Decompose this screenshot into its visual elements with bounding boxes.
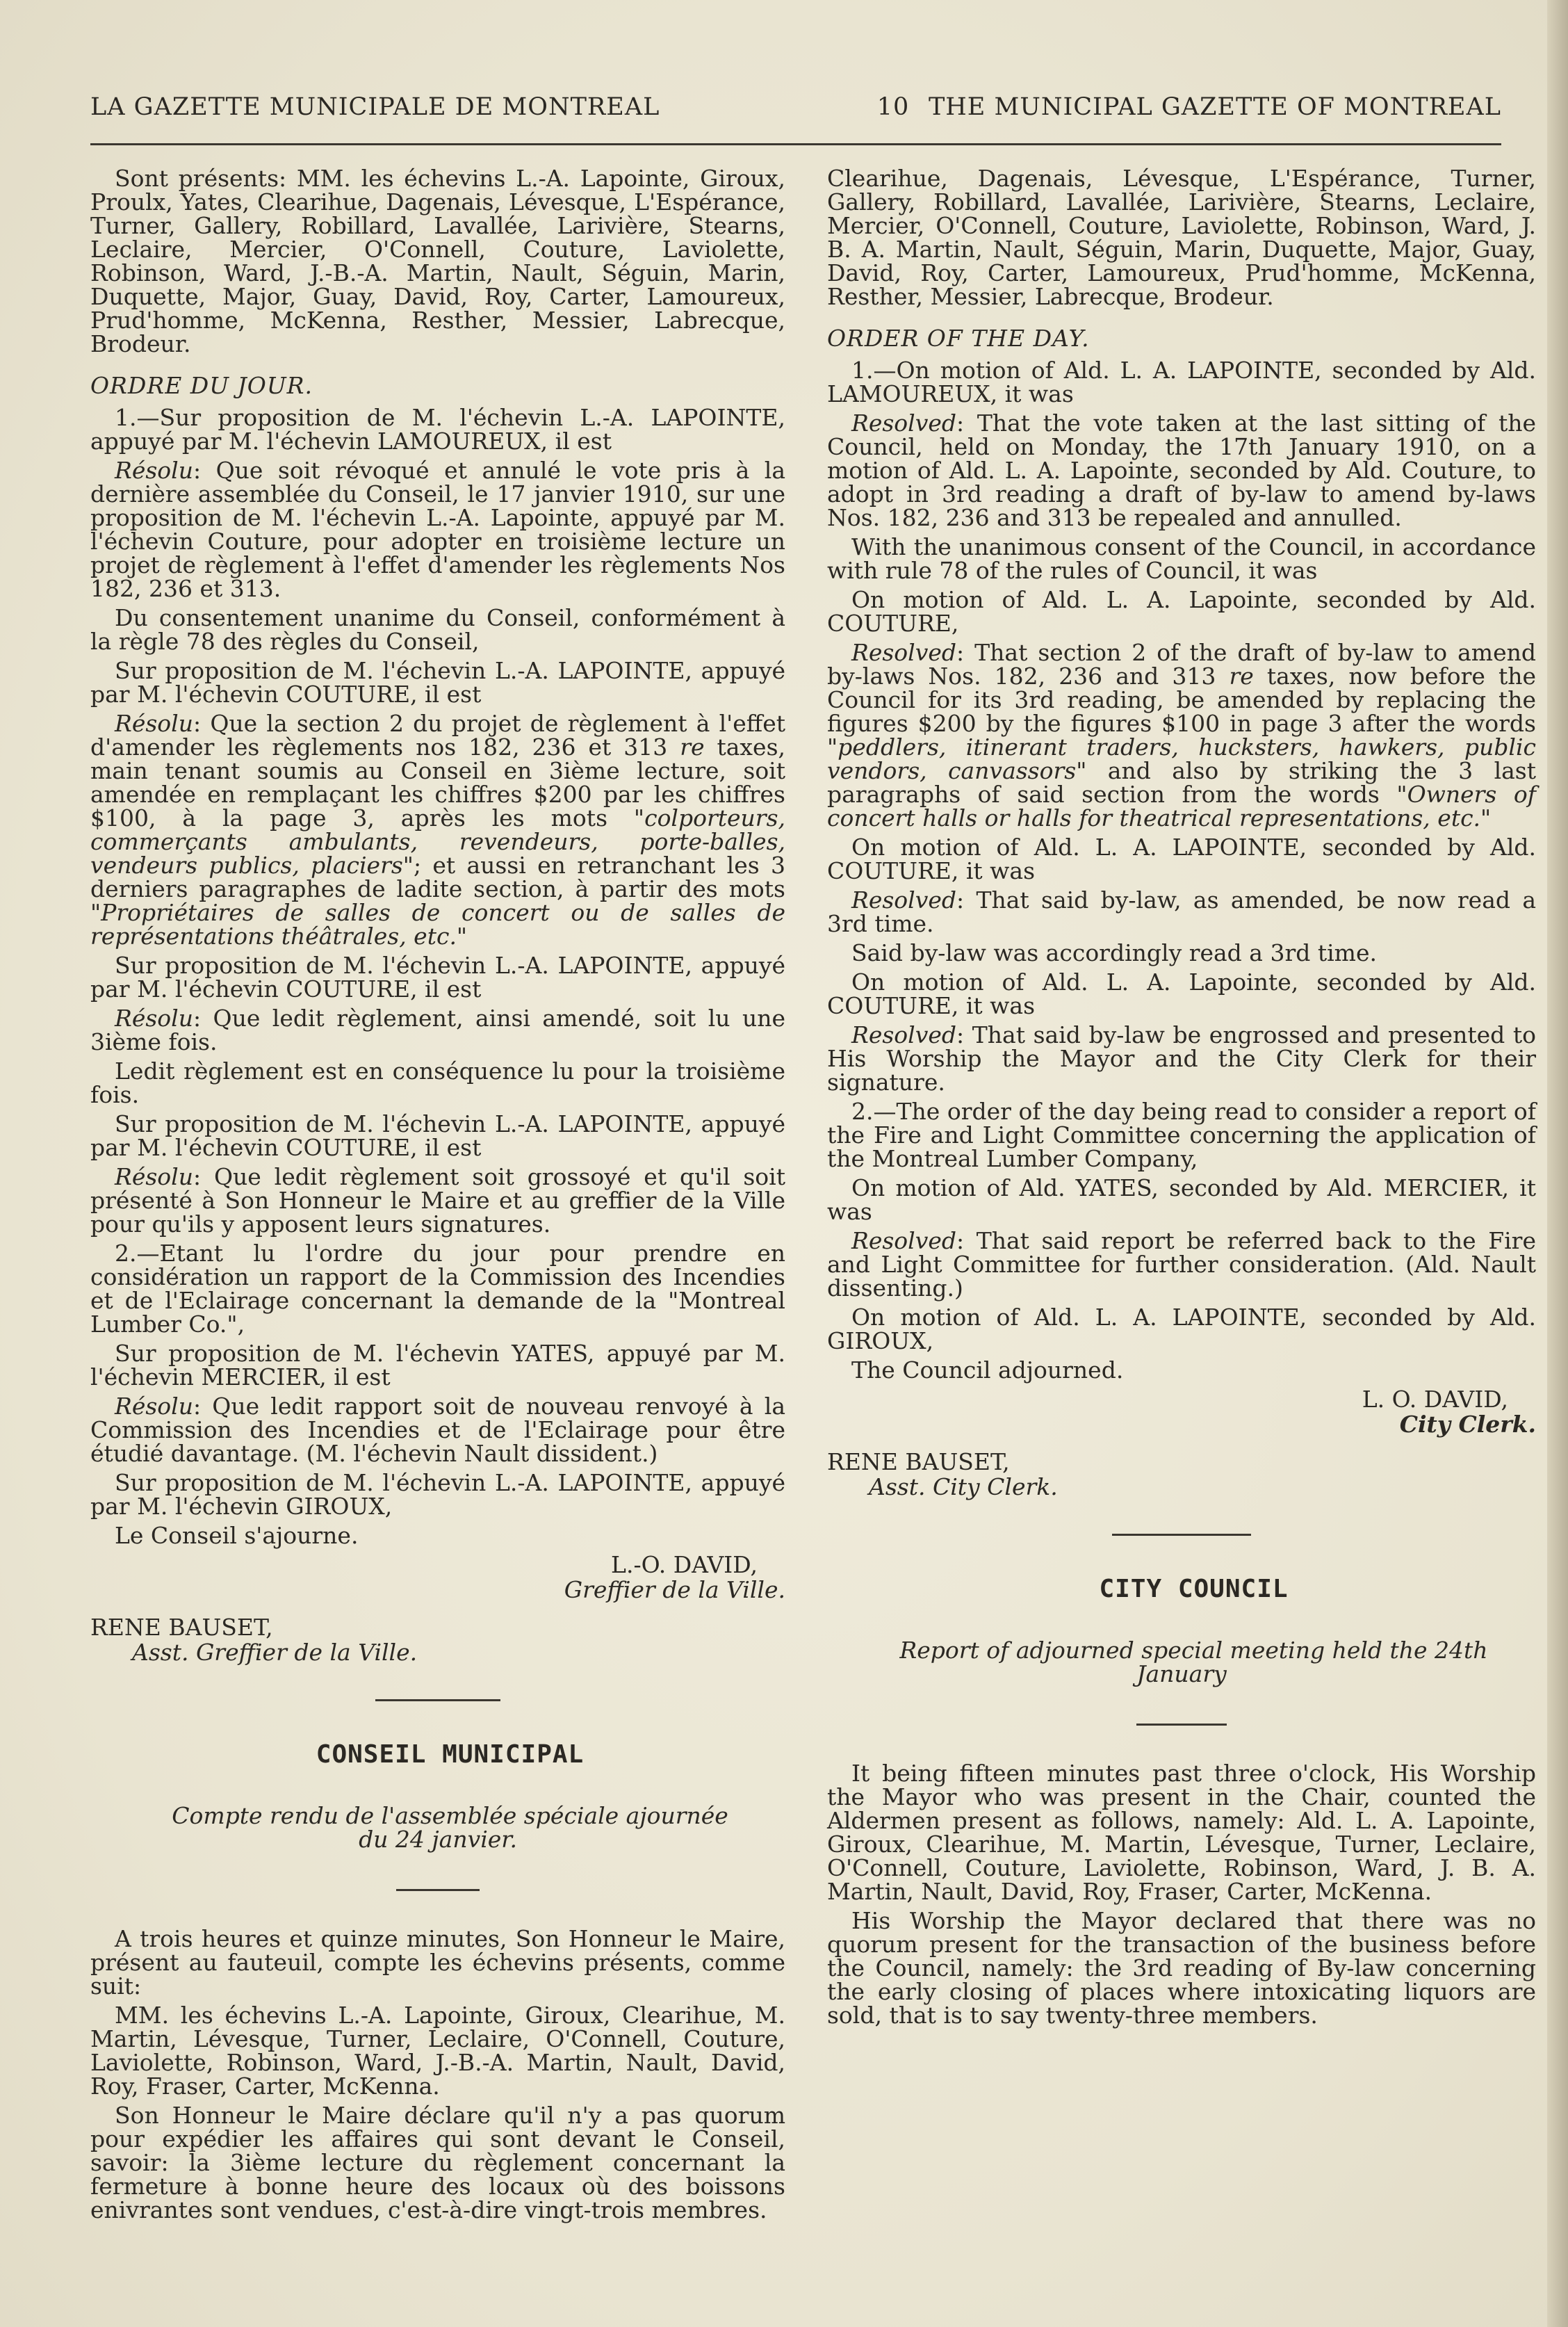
fr-quorum-notice: Son Honneur le Maire déclare qu'il n'y a pas quorum pour expédier les affaires qui sont devant le Conseil, savoir: la 3ième lecture du règlement concernant la fermeture à bonne heure des locaux où des boissons enivrantes sont vendues, c'est-à-dire vingt-trois membres. [90,2102,785,2223]
resolution-text: : Que ledit rapport soit de nouveau renvoyé à la Commission des Incendies et de l'Eclairage pour être étudié davantage. (M. l'échevin Nault dissident.) [90,1393,785,1467]
fr-section-title: CONSEIL MUNICIPAL [316,1740,585,1769]
resolution-text: : Que soit révoqué et annulé le vote pris à la dernière assemblée du Conseil, le 17 janvier 1910, sur une proposition de M. l'échevin L.-A. Lapointe, appuyé par M. l'échevin Couture, pour adopter en troisième lecture un projet de règlement à l'effet d'amender les règlements Nos 182, 236 et 313. [90,457,785,602]
fr-resolution-5 [90,1395,785,1466]
quoted-words: "peddlers, itinerant traders, hucksters, hawkers, public vendors, canvassors" [827,733,1536,784]
header-rule [90,143,1501,145]
resolved-label: Resolved [851,1227,957,1254]
resolution-text: : That said by-law, as amended, be now read a 3rd time. [827,886,1536,937]
assistant-clerk-name: RENE BAUSET, [90,1614,273,1641]
fr-adjourn: Le Conseil s'ajourne. [115,1522,359,1549]
quoted-words: "Owners of concert halls or halls for theatrical representations, etc." [827,781,1536,832]
fr-order-heading: ORDRE DU JOUR. [90,372,313,399]
en-consent: With the unanimous consent of the Council, in accordance with rule 78 of the rules of Council, it was [827,533,1536,584]
assistant-clerk-name: RENE BAUSET, [827,1448,1010,1475]
page-edge [1547,0,1568,2327]
resolved-label: Résolu [115,710,193,737]
resolution-text: taxes, now before the Council for its 3rd reading, be amended by replacing the figures $200 by the figures $100 in page 3 after the words [827,663,1536,737]
resolution-text: : Que ledit règlement soit grossoyé et qu'il soit présenté à Son Honneur le Maire et au greffier de la Ville pour qu'ils y apposent leurs signatures. [90,1163,785,1238]
fr-motion-3: Sur proposition de M. l'échevin L.-A. LAPOINTE, appuyé par M. l'échevin COUTURE, il est [90,952,785,1003]
fr-signature-block [90,1551,785,1666]
fr-item-2: 2.—Etant lu l'ordre du jour pour prendre en considération un rapport de la Commission des Incendies et de l'Eclairage concernant la demande de la "Montreal Lumber Co.", [90,1240,785,1338]
en-adjourn: The Council adjourned. [851,1356,1124,1384]
resolution-text: : That said by-law be engrossed and presented to His Worship the Mayor and the City Clerk for their signature. [827,1021,1536,1096]
en-reading: Said by-law was accordingly read a 3rd time. [851,939,1377,966]
quoted-words: "Propriétaires de salles de concert ou de salles de représentations théâtrales, etc." [90,899,785,950]
fr-session-attendance: MM. les échevins L.-A. Lapointe, Giroux, Clearihue, M. Martin, Lévesque, Turner, Leclaire, O'Connell, Couture, Laviolette, Robinson, Ward, J.-B.-A. Martin, Nault, David, Roy, Fraser, Carter, McKenna. [90,2002,785,2100]
fr-motion-1: 1.—Sur proposition de M. l'échevin L.-A. LAPOINTE, appuyé par M. l'échevin LAMOUREUX, il est [90,404,785,455]
en-motion-5: On motion of Ald. YATES, seconded by Ald. MERCIER, it was [827,1174,1536,1225]
assistant-clerk-title: Asst. City Clerk. [869,1473,1058,1500]
header-english-title: THE MUNICIPAL GAZETTE OF MONTREAL [928,93,1501,121]
en-resolution-4 [827,1023,1536,1094]
fr-resolution-2 [90,712,785,948]
header-french-title: LA GAZETTE MUNICIPALE DE MONTREAL [90,93,660,121]
assistant-clerk-title: Asst. Greffier de la Ville. [132,1639,418,1666]
en-motion-3: On motion of Ald. L. A. LAPOINTE, seconded by Ald. COUTURE, it was [827,834,1536,884]
quoted-words: "colporteurs, commerçants ambulants, revendeurs, porte-balles, vendeurs publics, placiers" [90,804,785,879]
en-section-title: CITY COUNCIL [1099,1575,1289,1603]
fr-attendance: Sont présents: MM. les échevins L.-A. Lapointe, Giroux, Proulx, Yates, Clearihue, Dagenais, Lévesque, L'Espérance, Turner, Gallery, Robillard, Lavallée, Larivière, Stearns, Leclaire, Mercier, O'Connell, Couture, Laviolette, Robinson, Ward, J.-B.-A. Martin, Nault, Séguin, Marin, Duquette, Major, Guay, David, Roy, Carter, Lamoureux, Prud'homme, McKenna, Resther, Messier, Labrecque, Brodeur. [90,165,785,357]
resolved-label: Resolved [851,886,957,914]
french-column [90,167,785,2228]
resolved-label: Résolu [115,1005,193,1032]
resolved-label: Resolved [851,410,957,437]
clerk-name: L.-O. DAVID, [611,1551,758,1578]
clerk-title: Greffier de la Ville. [564,1576,785,1603]
resolution-text: : That said report be referred back to the Fire and Light Committee for further consideration. (Ald. Nault dissenting.) [827,1227,1536,1302]
en-order-heading: ORDER OF THE DAY. [827,325,1090,352]
fr-motion-4: Sur proposition de M. l'échevin L.-A. LAPOINTE, appuyé par M. l'échevin COUTURE, il est [90,1110,785,1161]
resolved-label: Resolved [851,639,957,666]
en-quorum-notice: His Worship the Mayor declared that there was no quorum present for the transaction of the business before the Council, namely: the 3rd reading of By-law concerning the early closing of places where intoxicating liquors are sold, that is to say twenty-three members. [827,1907,1536,2029]
en-item-2: 2.—The order of the day being read to consider a report of the Fire and Light Committee concerning the application of the Montreal Lumber Company, [827,1098,1536,1172]
page-header [90,93,1501,135]
fr-reading: Ledit règlement est en conséquence lu pour la troisième fois. [90,1057,785,1108]
resolved-label: Résolu [115,1163,193,1190]
en-resolution-2 [827,641,1536,830]
en-resolution-3 [827,886,1536,937]
en-motion-4: On motion of Ald. L. A. Lapointe, seconded by Ald. COUTURE, it was [827,968,1536,1019]
fr-motion-6: Sur proposition de M. l'échevin L.-A. LAPOINTE, appuyé par M. l'échevin GIROUX, [90,1469,785,1520]
en-signature-block [827,1386,1536,1500]
en-resolution-1 [827,412,1536,530]
resolution-text: ; et aussi en retranchant les 3 derniers paragraphes de ladite section, à partir des mots [90,852,785,902]
english-column [827,167,1536,2033]
en-motion-1: 1.—On motion of Ald. L. A. LAPOINTE, seconded by Ald. LAMOUREUX, it was [827,357,1536,407]
en-motion-6: On motion of Ald. L. A. LAPOINTE, seconded by Ald. GIROUX, [827,1304,1536,1354]
re-word: re [680,733,705,761]
resolved-label: Résolu [115,1393,193,1420]
en-session-opening: It being fifteen minutes past three o'clock, His Worship the Mayor who was present in the Chair, counted the Aldermen present as follows, namely: Ald. L. A. Lapointe, Giroux, Clearihue, M. Martin, Lévesque, Turner, Leclaire, O'Connell, Couture, Laviolette, Robinson, Ward, J. B. A. Martin, Nault, David, Roy, Fraser, Carter, McKenna. [827,1760,1536,1905]
resolution-text: : Que ledit règlement, ainsi amendé, soit lu une 3ième fois. [90,1005,785,1055]
resolution-text: and also by striking the 3 last paragraphs of said section from the words [827,757,1537,808]
en-attendance: Clearihue, Dagenais, Lévesque, L'Espérance, Turner, Gallery, Robillard, Lavallée, Larivière, Stearns, Leclaire, Mercier, O'Connell, Couture, Laviolette, Robinson, Ward, J. B. A. Martin, Nault, Séguin, Marin, Duquette, Major, Guay, David, Roy, Carter, Lamoureux, Prud'homme, McKenna, Resther, Messier, Labrecque, Brodeur. [827,165,1536,310]
resolution-text: : That section 2 of the draft of by-law to amend by-laws Nos. 182, 236 and 313 [827,639,1536,690]
fr-consent: Du consentement unanime du Conseil, conformément à la règle 78 des règles du Conseil, [90,604,785,655]
clerk-title: City Clerk. [1399,1411,1536,1438]
fr-motion-5: Sur proposition de M. l'échevin YATES, appuyé par M. l'échevin MERCIER, il est [90,1340,785,1390]
resolved-label: Résolu [115,457,193,484]
fr-motion-2: Sur proposition de M. l'échevin L.-A. LAPOINTE, appuyé par M. l'échevin COUTURE, il est [90,657,785,708]
en-motion-2: On motion of Ald. L. A. Lapointe, seconded by Ald. COUTURE, [827,586,1536,637]
en-section-subtitle: Report of adjourned special meeting held the 24th January [899,1637,1488,1687]
re-word: re [1229,663,1254,690]
en-resolution-5 [827,1229,1536,1300]
clerk-name: L. O. DAVID, [1362,1386,1508,1413]
fr-section-subtitle: Compte rendu de l'assemblée spéciale ajournée du 24 janvier. [172,1802,728,1853]
fr-session-opening: A trois heures et quinze minutes, Son Honneur le Maire, présent au fauteuil, compte les échevins présents, comme suit: [90,1925,785,2000]
resolution-text: : Que la section 2 du projet de règlement à l'effet d'amender les règlements nos 182, 236 et 313 [90,710,785,761]
resolution-text: : That the vote taken at the last sitting of the Council, held on Monday, the 17th January 1910, on a motion of Ald. L. A. Lapointe, seconded by Ald. Couture, to adopt in 3rd reading a draft of by-law to amend by-laws Nos. 182, 236 and 313 be repealed and annulled. [827,410,1536,531]
page-number: 10 [876,93,910,121]
fr-resolution-1 [90,459,785,601]
fr-resolution-4 [90,1165,785,1236]
fr-resolution-3 [90,1007,785,1054]
resolution-text: taxes, main tenant soumis au Conseil en 3ième lecture, soit amendée en remplaçant les chiffres $200 par les chiffres $100, à la page 3, après les mots [90,733,785,832]
resolved-label: Resolved [851,1021,957,1048]
